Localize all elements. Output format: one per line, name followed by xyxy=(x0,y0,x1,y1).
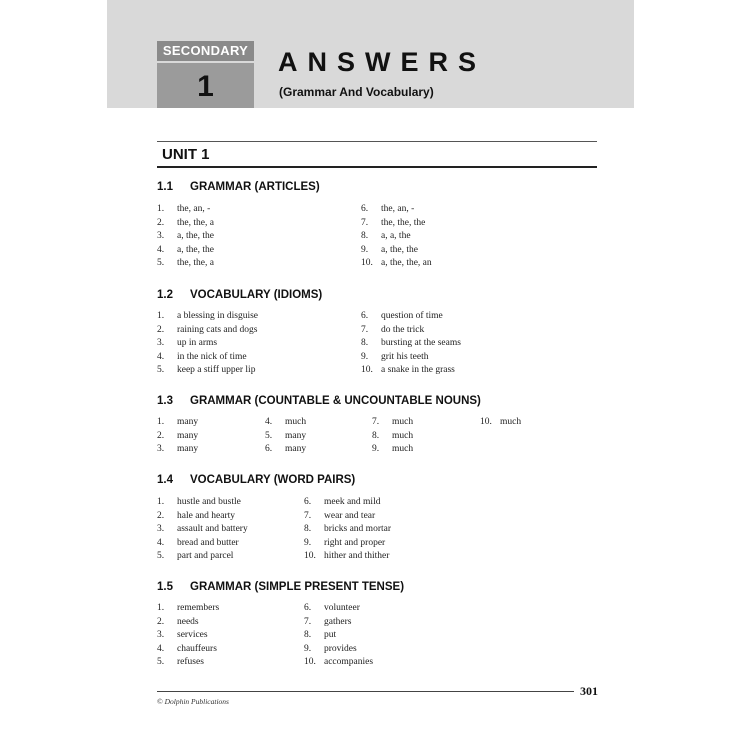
answer-text: a blessing in disguise xyxy=(177,311,259,321)
answer-text: services xyxy=(177,630,208,640)
answer-number: 3. xyxy=(157,231,165,241)
page-title: ANSWERS xyxy=(278,47,487,77)
answer-number: 7. xyxy=(361,217,369,228)
answer-number: 10. xyxy=(361,365,373,375)
answer-item xyxy=(157,643,217,655)
answer-text: grit his teeth xyxy=(381,351,429,362)
answer-text: the, the, a xyxy=(177,258,214,268)
answer-text: question of time xyxy=(381,311,443,321)
answer-text: many xyxy=(285,444,307,454)
answer-item xyxy=(304,616,351,628)
answer-text: much xyxy=(392,417,414,427)
answer-number: 10. xyxy=(361,258,373,268)
answer-item xyxy=(304,550,389,562)
answer-item xyxy=(157,629,208,641)
answer-number: 3. xyxy=(157,524,165,534)
answer-number: 1. xyxy=(157,204,165,214)
answer-number: 5. xyxy=(157,365,165,375)
answer-number: 9. xyxy=(304,537,312,548)
answer-text: hither and thither xyxy=(324,551,390,561)
answer-text: many xyxy=(177,444,199,454)
answer-number: 2. xyxy=(157,510,165,521)
answer-number: 4. xyxy=(157,537,165,548)
answer-text: much xyxy=(500,417,522,427)
answer-item xyxy=(157,337,217,349)
answer-text: a, the, the xyxy=(381,244,418,255)
answer-item xyxy=(157,523,248,535)
answer-item xyxy=(157,616,199,628)
answer-number: 10. xyxy=(304,551,316,561)
answer-text: part and parcel xyxy=(177,551,234,561)
section-title xyxy=(157,474,355,486)
answer-number: 5. xyxy=(265,430,273,441)
answer-item xyxy=(361,257,432,269)
section-heading-text: VOCABULARY (IDIOMS) xyxy=(190,289,323,301)
answer-item xyxy=(304,629,336,641)
answer-item xyxy=(304,537,385,549)
answer-item xyxy=(361,244,418,256)
answer-text: the, an, - xyxy=(177,204,211,214)
answer-text: right and proper xyxy=(324,537,386,548)
answer-item xyxy=(265,430,306,442)
section-number: 1.4 xyxy=(157,474,173,486)
answer-item xyxy=(304,656,373,668)
answer-number: 7. xyxy=(361,324,369,335)
answer-item xyxy=(361,351,429,363)
answer-item xyxy=(157,217,214,229)
answer-number: 3. xyxy=(157,444,165,454)
answer-item xyxy=(361,324,424,336)
answer-text: a, the, the xyxy=(177,244,214,255)
answer-text: assault and battery xyxy=(177,524,248,534)
answer-number: 9. xyxy=(304,643,312,654)
answer-item xyxy=(372,416,413,428)
answer-text: in the nick of time xyxy=(177,351,247,362)
answer-number: 1. xyxy=(157,497,165,507)
answer-number: 9. xyxy=(361,244,369,255)
copyright-notice: © Dolphin Publications xyxy=(157,697,229,706)
answer-text: meek and mild xyxy=(324,497,381,507)
answer-text: the, the, the xyxy=(381,217,426,228)
answer-text: much xyxy=(392,430,414,441)
answer-text: refuses xyxy=(177,657,204,667)
answer-number: 4. xyxy=(157,351,165,362)
answer-item xyxy=(157,257,214,269)
unit-divider-bottom xyxy=(157,166,597,168)
answer-number: 7. xyxy=(304,510,312,521)
answer-item xyxy=(361,217,425,229)
answer-number: 10. xyxy=(480,417,492,427)
answer-text: many xyxy=(285,430,307,441)
answer-number: 6. xyxy=(361,311,369,321)
page-subtitle: (Grammar And Vocabulary) xyxy=(279,85,434,99)
answer-number: 5. xyxy=(157,551,165,561)
answer-number: 1. xyxy=(157,603,165,613)
answer-text: volunteer xyxy=(324,603,360,613)
answer-item xyxy=(157,324,257,336)
answer-item xyxy=(361,337,461,349)
section-heading-text: GRAMMAR (SIMPLE PRESENT TENSE) xyxy=(190,581,405,593)
answer-item xyxy=(157,364,255,376)
answer-text: wear and tear xyxy=(324,510,376,521)
answer-number: 2. xyxy=(157,324,165,335)
answer-item xyxy=(157,550,233,562)
answer-text: a snake in the grass xyxy=(381,365,455,375)
section-number: 1.5 xyxy=(157,581,173,593)
answer-text: many xyxy=(177,417,199,427)
answer-number: 5. xyxy=(157,258,165,268)
answer-number: 5. xyxy=(157,657,165,667)
answer-item xyxy=(157,310,258,322)
answer-text: hale and hearty xyxy=(177,510,236,521)
answer-number: 7. xyxy=(304,616,312,627)
answer-number: 2. xyxy=(157,217,165,228)
level-label: SECONDARY xyxy=(157,41,254,61)
answer-number: 3. xyxy=(157,630,165,640)
answer-item xyxy=(157,203,210,215)
answer-text: raining cats and dogs xyxy=(177,324,258,335)
answer-item xyxy=(157,656,204,668)
answer-item xyxy=(304,510,375,522)
answer-number: 4. xyxy=(157,244,165,255)
section-title xyxy=(157,395,481,407)
answer-item xyxy=(480,416,521,428)
answer-number: 6. xyxy=(265,444,273,454)
answer-text: chauffeurs xyxy=(177,643,217,654)
answer-text: much xyxy=(392,444,414,454)
answer-text: much xyxy=(285,417,307,427)
answer-text: put xyxy=(324,630,337,640)
answer-number: 3. xyxy=(157,338,165,348)
section-heading-text: GRAMMAR (ARTICLES) xyxy=(190,181,320,193)
answer-text: a, a, the xyxy=(381,231,411,241)
unit-title: UNIT 1 xyxy=(162,146,210,163)
answer-text: the, the, a xyxy=(177,217,214,228)
answer-text: remembers xyxy=(177,603,220,613)
answer-item xyxy=(304,602,360,614)
section-title xyxy=(157,289,322,301)
section-heading-text: GRAMMAR (COUNTABLE & UNCOUNTABLE NOUNS) xyxy=(190,395,481,407)
answer-number: 6. xyxy=(304,603,312,613)
answer-text: do the trick xyxy=(381,324,425,335)
answer-number: 1. xyxy=(157,417,165,427)
answer-text: needs xyxy=(177,616,199,627)
level-number: 1 xyxy=(157,63,254,108)
answer-item xyxy=(372,430,413,442)
answer-number: 4. xyxy=(157,643,165,654)
answer-number: 8. xyxy=(361,231,369,241)
answer-item xyxy=(157,351,247,363)
answer-item xyxy=(361,364,455,376)
answer-item xyxy=(157,230,214,242)
section-title xyxy=(157,181,320,193)
answer-text: a, the, the xyxy=(177,231,214,241)
page-number: 301 xyxy=(580,684,598,698)
answer-number: 7. xyxy=(372,417,380,427)
answer-item xyxy=(157,244,214,256)
answer-text: bread and butter xyxy=(177,537,239,548)
section-title xyxy=(157,581,404,593)
answer-number: 10. xyxy=(304,657,316,667)
section-number: 1.1 xyxy=(157,181,173,193)
answer-number: 8. xyxy=(304,524,312,534)
answer-text: keep a stiff upper lip xyxy=(177,365,256,375)
answer-number: 6. xyxy=(361,204,369,214)
answer-item xyxy=(157,443,198,455)
answer-text: bricks and mortar xyxy=(324,524,392,534)
answer-text: accompanies xyxy=(324,657,374,667)
answer-text: a, the, the, an xyxy=(381,258,432,268)
section-number: 1.2 xyxy=(157,289,173,301)
answer-number: 2. xyxy=(157,430,165,441)
answer-item xyxy=(265,443,306,455)
answer-item xyxy=(304,523,391,535)
section-heading-text: VOCABULARY (WORD PAIRS) xyxy=(190,474,356,486)
answer-item xyxy=(361,230,411,242)
answer-number: 9. xyxy=(361,351,369,362)
unit-divider-top xyxy=(157,141,597,142)
answer-item xyxy=(361,310,443,322)
answer-number: 1. xyxy=(157,311,165,321)
answer-item xyxy=(157,496,241,508)
answer-text: many xyxy=(177,430,199,441)
answer-item xyxy=(265,416,306,428)
answer-text: provides xyxy=(324,643,357,654)
answer-number: 4. xyxy=(265,417,273,427)
answer-number: 2. xyxy=(157,616,165,627)
section-number: 1.3 xyxy=(157,395,173,407)
answer-text: gathers xyxy=(324,616,352,627)
answer-item xyxy=(304,496,380,508)
answer-number: 8. xyxy=(304,630,312,640)
answer-text: bursting at the seams xyxy=(381,338,461,348)
footer-divider xyxy=(157,691,574,692)
answer-item xyxy=(157,430,198,442)
answer-text: up in arms xyxy=(177,338,218,348)
answer-item xyxy=(157,537,239,549)
answer-item xyxy=(361,203,414,215)
answer-item xyxy=(157,510,235,522)
answer-number: 8. xyxy=(372,430,380,441)
answer-text: the, an, - xyxy=(381,204,415,214)
answer-number: 9. xyxy=(372,444,380,454)
answer-text: hustle and bustle xyxy=(177,497,241,507)
answer-item xyxy=(304,643,357,655)
answer-number: 8. xyxy=(361,338,369,348)
answer-item xyxy=(372,443,413,455)
answer-number: 6. xyxy=(304,497,312,507)
answer-item xyxy=(157,602,219,614)
answer-item xyxy=(157,416,198,428)
